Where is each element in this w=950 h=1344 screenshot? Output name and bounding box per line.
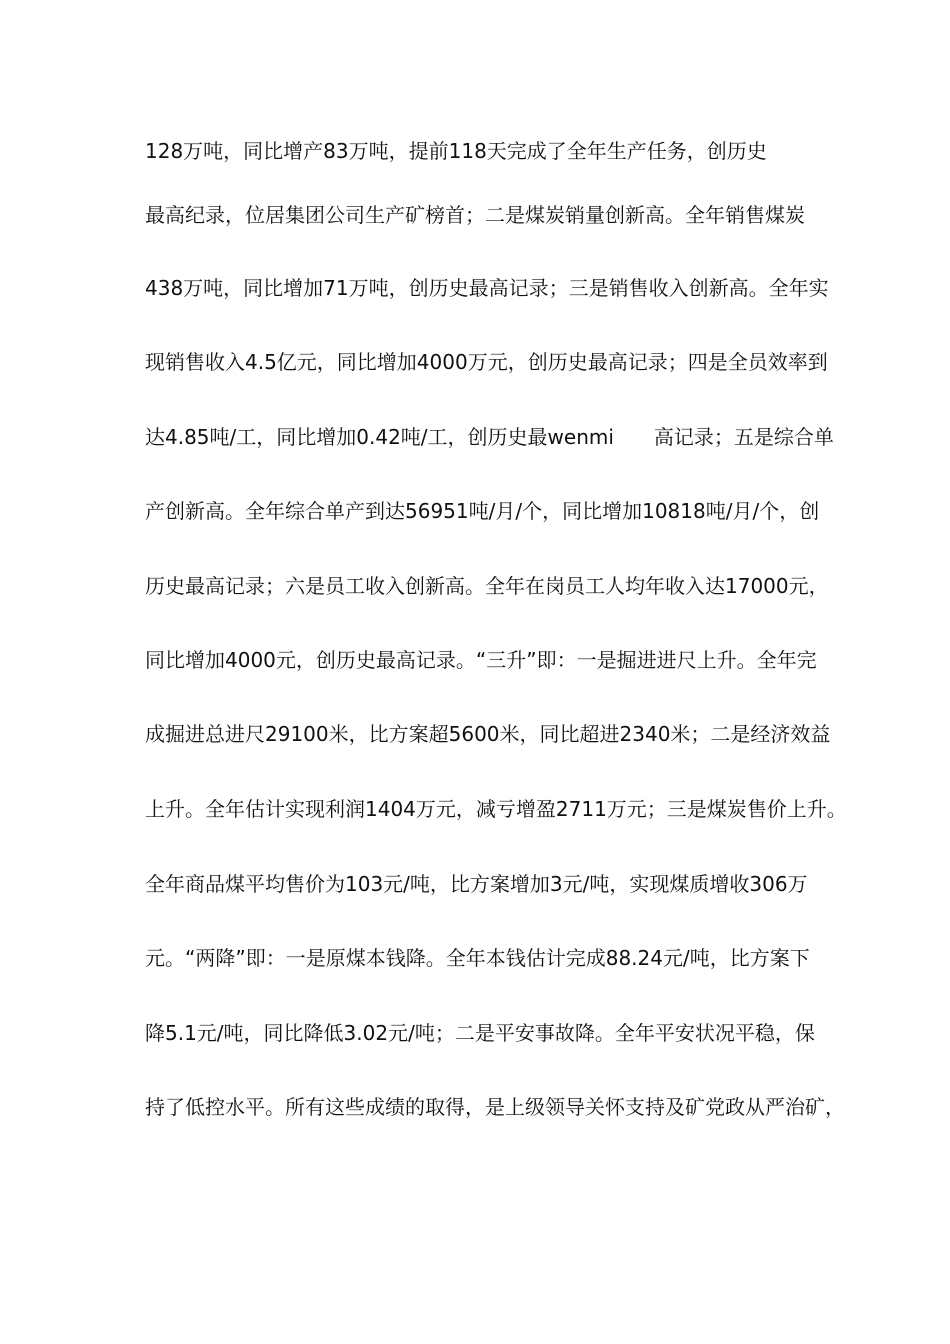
text-line-8: 同比增加4000元，创历史最高记录。“三升”即：一是掘进进尺上升。全年完 — [145, 648, 817, 672]
text-line-5-part-2: 高记录；五是综合单 — [653, 425, 834, 449]
text-line-2: 最高纪录，位居集团公司生产矿榜首；二是煤炭销量创新高。全年销售煤炭 — [145, 203, 805, 227]
text-line-13: 降5.1元/吨，同比降低3.02元/吨；二是平安事故降。全年平安状况平稳，保 — [145, 1021, 815, 1045]
text-line-7: 历史最高记录；六是员工收入创新高。全年在岗员工人均年收入达17000元， — [145, 574, 829, 598]
text-line-4: 现销售收入4.5亿元，同比增加4000万元，创历史最高记录；四是全员效率到 — [145, 350, 828, 374]
text-line-11: 全年商品煤平均售价为103元/吨，比方案增加3元/吨，实现煤质增收306万 — [145, 872, 808, 896]
text-line-6: 产创新高。全年综合单产到达56951吨/月/个，同比增加10818吨/月/个，创 — [145, 499, 820, 523]
text-line-5 — [145, 422, 834, 452]
text-line-5-part-1: 达4.85吨/工，同比增加0.42吨/工，创历史最wenmi — [145, 425, 614, 449]
text-line-10: 上升。全年估计实现利润1404万元，减亏增盈2711万元；三是煤炭售价上升。 — [145, 797, 847, 821]
text-line-9: 成掘进总进尺29100米，比方案超5600米，同比超进2340米；二是经济效益 — [145, 722, 831, 746]
text-line-3: 438万吨，同比增加71万吨，创历史最高记录；三是销售收入创新高。全年实 — [145, 276, 829, 300]
text-line-12: 元。“两降”即：一是原煤本钱降。全年本钱估计完成88.24元/吨，比方案下 — [145, 946, 810, 970]
text-line-14: 持了低控水平。所有这些成绩的取得，是上级领导关怀支持及矿党政从严治矿， — [145, 1095, 845, 1119]
text-line-1: 128万吨，同比增产83万吨，提前118天完成了全年生产任务，创历史 — [145, 139, 767, 163]
